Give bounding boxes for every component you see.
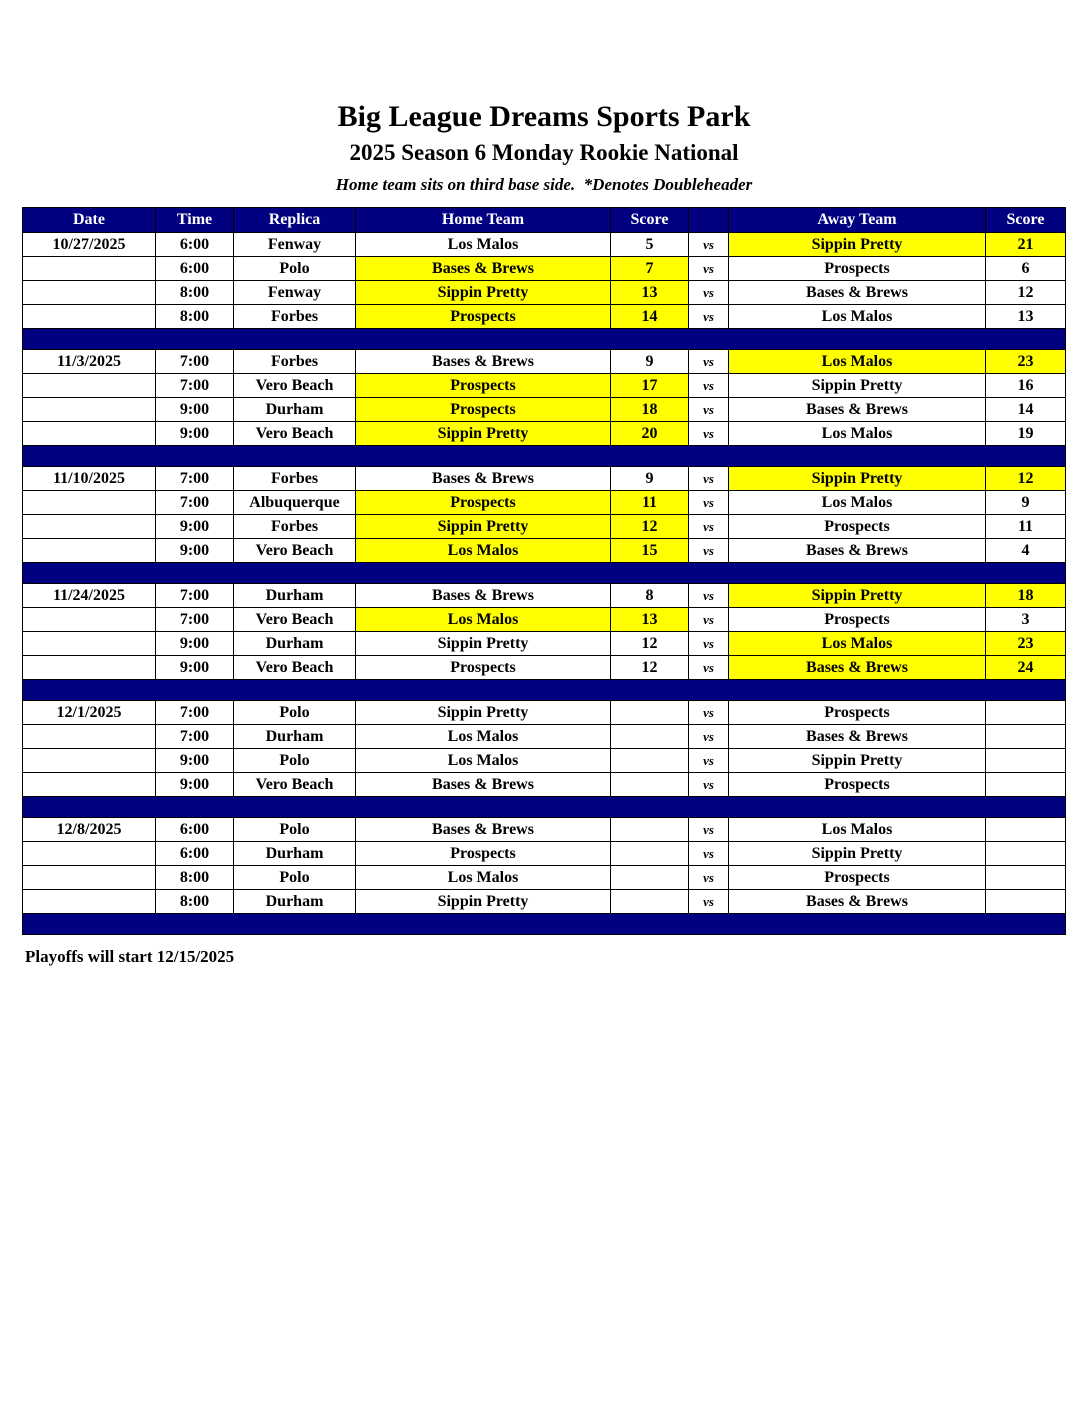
replica-cell: Fenway bbox=[234, 233, 356, 257]
time-cell: 7:00 bbox=[156, 725, 234, 749]
date-cell: 11/24/2025 bbox=[23, 584, 156, 608]
date-cell bbox=[23, 725, 156, 749]
home-team-cell: Prospects bbox=[356, 656, 611, 680]
home-team-cell: Sippin Pretty bbox=[356, 515, 611, 539]
away-team-cell: Los Malos bbox=[729, 491, 986, 515]
replica-cell: Forbes bbox=[234, 467, 356, 491]
away-team-cell: Sippin Pretty bbox=[729, 467, 986, 491]
away-score-cell bbox=[986, 773, 1066, 797]
vs-cell: vs bbox=[689, 374, 729, 398]
date-cell: 12/1/2025 bbox=[23, 701, 156, 725]
game-row bbox=[23, 281, 1066, 305]
time-cell: 9:00 bbox=[156, 422, 234, 446]
away-score-cell bbox=[986, 818, 1066, 842]
home-team-cell: Los Malos bbox=[356, 866, 611, 890]
away-score-cell: 14 bbox=[986, 398, 1066, 422]
date-cell bbox=[23, 422, 156, 446]
week-separator-row bbox=[23, 914, 1066, 935]
vs-cell: vs bbox=[689, 281, 729, 305]
away-score-cell bbox=[986, 701, 1066, 725]
home-score-cell bbox=[611, 842, 689, 866]
game-row bbox=[23, 257, 1066, 281]
game-row bbox=[23, 515, 1066, 539]
time-cell: 6:00 bbox=[156, 842, 234, 866]
time-cell: 7:00 bbox=[156, 584, 234, 608]
time-cell: 9:00 bbox=[156, 773, 234, 797]
game-row bbox=[23, 656, 1066, 680]
time-cell: 7:00 bbox=[156, 467, 234, 491]
away-score-cell: 12 bbox=[986, 467, 1066, 491]
date-cell: 12/8/2025 bbox=[23, 818, 156, 842]
away-score-cell: 18 bbox=[986, 584, 1066, 608]
week-separator-row bbox=[23, 563, 1066, 584]
game-row bbox=[23, 233, 1066, 257]
week-separator-band bbox=[23, 329, 1066, 350]
away-team-cell: Sippin Pretty bbox=[729, 233, 986, 257]
game-row bbox=[23, 422, 1066, 446]
home-team-cell: Sippin Pretty bbox=[356, 281, 611, 305]
home-score-cell: 9 bbox=[611, 350, 689, 374]
replica-cell: Polo bbox=[234, 866, 356, 890]
game-row bbox=[23, 725, 1066, 749]
replica-cell: Polo bbox=[234, 257, 356, 281]
home-team-cell: Bases & Brews bbox=[356, 467, 611, 491]
home-team-cell: Los Malos bbox=[356, 608, 611, 632]
home-score-cell bbox=[611, 818, 689, 842]
vs-cell: vs bbox=[689, 773, 729, 797]
replica-cell: Fenway bbox=[234, 281, 356, 305]
date-cell: 11/3/2025 bbox=[23, 350, 156, 374]
time-cell: 8:00 bbox=[156, 305, 234, 329]
away-team-cell: Los Malos bbox=[729, 818, 986, 842]
time-cell: 8:00 bbox=[156, 866, 234, 890]
date-cell bbox=[23, 890, 156, 914]
game-row bbox=[23, 539, 1066, 563]
away-score-cell: 3 bbox=[986, 608, 1066, 632]
vs-cell: vs bbox=[689, 398, 729, 422]
vs-cell: vs bbox=[689, 422, 729, 446]
date-cell bbox=[23, 539, 156, 563]
game-row bbox=[23, 701, 1066, 725]
away-score-cell: 16 bbox=[986, 374, 1066, 398]
away-team-cell: Prospects bbox=[729, 608, 986, 632]
away-score-cell bbox=[986, 890, 1066, 914]
replica-cell: Durham bbox=[234, 725, 356, 749]
home-score-cell: 7 bbox=[611, 257, 689, 281]
replica-cell: Polo bbox=[234, 818, 356, 842]
week-separator-row bbox=[23, 797, 1066, 818]
away-team-cell: Bases & Brews bbox=[729, 656, 986, 680]
replica-cell: Forbes bbox=[234, 305, 356, 329]
home-score-cell bbox=[611, 725, 689, 749]
date-cell: 11/10/2025 bbox=[23, 467, 156, 491]
home-team-cell: Prospects bbox=[356, 398, 611, 422]
time-cell: 7:00 bbox=[156, 701, 234, 725]
vs-cell: vs bbox=[689, 350, 729, 374]
vs-cell: vs bbox=[689, 305, 729, 329]
away-score-cell: 23 bbox=[986, 350, 1066, 374]
home-score-cell: 9 bbox=[611, 467, 689, 491]
away-team-cell: Sippin Pretty bbox=[729, 749, 986, 773]
home-team-cell: Bases & Brews bbox=[356, 818, 611, 842]
home-team-cell: Los Malos bbox=[356, 539, 611, 563]
game-row bbox=[23, 749, 1066, 773]
replica-cell: Vero Beach bbox=[234, 539, 356, 563]
home-team-cell: Los Malos bbox=[356, 233, 611, 257]
home-team-cell: Los Malos bbox=[356, 749, 611, 773]
home-score-cell bbox=[611, 749, 689, 773]
game-row bbox=[23, 467, 1066, 491]
replica-cell: Durham bbox=[234, 398, 356, 422]
home-team-cell: Prospects bbox=[356, 374, 611, 398]
time-cell: 9:00 bbox=[156, 749, 234, 773]
home-team-cell: Bases & Brews bbox=[356, 350, 611, 374]
away-team-cell: Los Malos bbox=[729, 422, 986, 446]
date-cell bbox=[23, 773, 156, 797]
replica-cell: Albuquerque bbox=[234, 491, 356, 515]
vs-cell: vs bbox=[689, 749, 729, 773]
home-score-cell: 18 bbox=[611, 398, 689, 422]
date-cell bbox=[23, 398, 156, 422]
home-team-cell: Prospects bbox=[356, 305, 611, 329]
vs-cell: vs bbox=[689, 608, 729, 632]
away-team-cell: Prospects bbox=[729, 701, 986, 725]
away-team-cell: Bases & Brews bbox=[729, 398, 986, 422]
away-team-cell: Prospects bbox=[729, 257, 986, 281]
away-team-cell: Prospects bbox=[729, 515, 986, 539]
home-score-cell bbox=[611, 701, 689, 725]
column-header-home-team: Home Team bbox=[356, 208, 611, 233]
date-cell bbox=[23, 632, 156, 656]
home-score-cell bbox=[611, 890, 689, 914]
vs-cell: vs bbox=[689, 842, 729, 866]
date-cell bbox=[23, 749, 156, 773]
week-separator-band bbox=[23, 563, 1066, 584]
replica-cell: Vero Beach bbox=[234, 608, 356, 632]
replica-cell: Vero Beach bbox=[234, 773, 356, 797]
away-score-cell: 21 bbox=[986, 233, 1066, 257]
vs-cell: vs bbox=[689, 515, 729, 539]
away-team-cell: Prospects bbox=[729, 773, 986, 797]
home-team-cell: Prospects bbox=[356, 491, 611, 515]
time-cell: 6:00 bbox=[156, 818, 234, 842]
date-cell: 10/27/2025 bbox=[23, 233, 156, 257]
vs-cell: vs bbox=[689, 584, 729, 608]
replica-cell: Durham bbox=[234, 890, 356, 914]
home-team-cell: Los Malos bbox=[356, 725, 611, 749]
week-separator-band bbox=[23, 797, 1066, 818]
playoffs-note: Playoffs will start 12/15/2025 bbox=[25, 947, 235, 967]
week-separator-row bbox=[23, 329, 1066, 350]
vs-cell: vs bbox=[689, 257, 729, 281]
game-row bbox=[23, 350, 1066, 374]
home-score-cell: 12 bbox=[611, 515, 689, 539]
date-cell bbox=[23, 491, 156, 515]
vs-cell: vs bbox=[689, 818, 729, 842]
column-header-replica: Replica bbox=[234, 208, 356, 233]
home-score-cell: 20 bbox=[611, 422, 689, 446]
away-team-cell: Los Malos bbox=[729, 305, 986, 329]
away-team-cell: Bases & Brews bbox=[729, 890, 986, 914]
date-cell bbox=[23, 257, 156, 281]
away-score-cell: 13 bbox=[986, 305, 1066, 329]
column-header-date: Date bbox=[23, 208, 156, 233]
replica-cell: Forbes bbox=[234, 515, 356, 539]
week-separator-row bbox=[23, 446, 1066, 467]
time-cell: 9:00 bbox=[156, 539, 234, 563]
time-cell: 8:00 bbox=[156, 281, 234, 305]
date-cell bbox=[23, 281, 156, 305]
home-team-cell: Prospects bbox=[356, 842, 611, 866]
home-score-cell: 15 bbox=[611, 539, 689, 563]
home-score-cell: 17 bbox=[611, 374, 689, 398]
home-team-cell: Bases & Brews bbox=[356, 584, 611, 608]
date-cell bbox=[23, 608, 156, 632]
time-cell: 8:00 bbox=[156, 890, 234, 914]
time-cell: 9:00 bbox=[156, 632, 234, 656]
away-team-cell: Prospects bbox=[729, 866, 986, 890]
home-score-cell: 12 bbox=[611, 632, 689, 656]
date-cell bbox=[23, 842, 156, 866]
column-header-away-team: Away Team bbox=[729, 208, 986, 233]
game-row bbox=[23, 584, 1066, 608]
column-header-vs bbox=[689, 208, 729, 233]
replica-cell: Forbes bbox=[234, 350, 356, 374]
away-score-cell: 19 bbox=[986, 422, 1066, 446]
away-team-cell: Los Malos bbox=[729, 350, 986, 374]
column-header-score: Score bbox=[986, 208, 1066, 233]
column-header-score: Score bbox=[611, 208, 689, 233]
away-team-cell: Sippin Pretty bbox=[729, 842, 986, 866]
week-separator-row bbox=[23, 680, 1066, 701]
time-cell: 9:00 bbox=[156, 398, 234, 422]
game-row bbox=[23, 374, 1066, 398]
vs-cell: vs bbox=[689, 632, 729, 656]
week-separator-band bbox=[23, 680, 1066, 701]
time-cell: 7:00 bbox=[156, 374, 234, 398]
away-score-cell: 24 bbox=[986, 656, 1066, 680]
replica-cell: Vero Beach bbox=[234, 422, 356, 446]
home-team-cell: Sippin Pretty bbox=[356, 422, 611, 446]
away-score-cell bbox=[986, 842, 1066, 866]
vs-cell: vs bbox=[689, 701, 729, 725]
home-team-cell: Bases & Brews bbox=[356, 773, 611, 797]
week-separator-band bbox=[23, 914, 1066, 935]
home-score-cell: 13 bbox=[611, 281, 689, 305]
date-cell bbox=[23, 374, 156, 398]
replica-cell: Durham bbox=[234, 632, 356, 656]
page-title: Big League Dreams Sports Park bbox=[337, 100, 751, 133]
home-score-cell: 11 bbox=[611, 491, 689, 515]
vs-cell: vs bbox=[689, 467, 729, 491]
replica-cell: Vero Beach bbox=[234, 656, 356, 680]
game-row bbox=[23, 491, 1066, 515]
replica-cell: Vero Beach bbox=[234, 374, 356, 398]
column-header-time: Time bbox=[156, 208, 234, 233]
home-score-cell bbox=[611, 773, 689, 797]
replica-cell: Durham bbox=[234, 842, 356, 866]
home-team-cell: Sippin Pretty bbox=[356, 632, 611, 656]
week-separator-band bbox=[23, 446, 1066, 467]
date-cell bbox=[23, 515, 156, 539]
away-team-cell: Sippin Pretty bbox=[729, 374, 986, 398]
time-cell: 7:00 bbox=[156, 350, 234, 374]
game-row bbox=[23, 773, 1066, 797]
game-row bbox=[23, 305, 1066, 329]
game-row bbox=[23, 632, 1066, 656]
time-cell: 7:00 bbox=[156, 491, 234, 515]
vs-cell: vs bbox=[689, 890, 729, 914]
game-row bbox=[23, 866, 1066, 890]
vs-cell: vs bbox=[689, 656, 729, 680]
away-score-cell: 9 bbox=[986, 491, 1066, 515]
away-score-cell: 6 bbox=[986, 257, 1066, 281]
away-score-cell bbox=[986, 749, 1066, 773]
vs-cell: vs bbox=[689, 866, 729, 890]
replica-cell: Durham bbox=[234, 584, 356, 608]
replica-cell: Polo bbox=[234, 749, 356, 773]
page-subtitle: 2025 Season 6 Monday Rookie National bbox=[349, 140, 739, 165]
time-cell: 7:00 bbox=[156, 608, 234, 632]
home-team-cell: Sippin Pretty bbox=[356, 890, 611, 914]
time-cell: 9:00 bbox=[156, 515, 234, 539]
date-cell bbox=[23, 305, 156, 329]
table-header-row bbox=[23, 208, 1066, 233]
date-cell bbox=[23, 656, 156, 680]
home-team-cell: Bases & Brews bbox=[356, 257, 611, 281]
away-team-cell: Bases & Brews bbox=[729, 725, 986, 749]
away-score-cell: 4 bbox=[986, 539, 1066, 563]
game-row bbox=[23, 890, 1066, 914]
replica-cell: Polo bbox=[234, 701, 356, 725]
time-cell: 6:00 bbox=[156, 233, 234, 257]
game-row bbox=[23, 818, 1066, 842]
home-score-cell: 13 bbox=[611, 608, 689, 632]
away-team-cell: Los Malos bbox=[729, 632, 986, 656]
away-score-cell bbox=[986, 866, 1066, 890]
vs-cell: vs bbox=[689, 725, 729, 749]
away-score-cell bbox=[986, 725, 1066, 749]
home-score-cell: 12 bbox=[611, 656, 689, 680]
vs-cell: vs bbox=[689, 539, 729, 563]
home-score-cell bbox=[611, 866, 689, 890]
date-cell bbox=[23, 866, 156, 890]
away-team-cell: Sippin Pretty bbox=[729, 584, 986, 608]
game-row bbox=[23, 842, 1066, 866]
away-score-cell: 12 bbox=[986, 281, 1066, 305]
away-team-cell: Bases & Brews bbox=[729, 281, 986, 305]
home-score-cell: 14 bbox=[611, 305, 689, 329]
vs-cell: vs bbox=[689, 233, 729, 257]
away-score-cell: 11 bbox=[986, 515, 1066, 539]
home-score-cell: 5 bbox=[611, 233, 689, 257]
time-cell: 6:00 bbox=[156, 257, 234, 281]
schedule-table bbox=[22, 207, 1066, 935]
time-cell: 9:00 bbox=[156, 656, 234, 680]
home-team-cell: Sippin Pretty bbox=[356, 701, 611, 725]
page-note: Home team sits on third base side. *Denotes Doubleheader bbox=[335, 175, 753, 195]
game-row bbox=[23, 398, 1066, 422]
home-score-cell: 8 bbox=[611, 584, 689, 608]
game-row bbox=[23, 608, 1066, 632]
away-team-cell: Bases & Brews bbox=[729, 539, 986, 563]
vs-cell: vs bbox=[689, 491, 729, 515]
away-score-cell: 23 bbox=[986, 632, 1066, 656]
